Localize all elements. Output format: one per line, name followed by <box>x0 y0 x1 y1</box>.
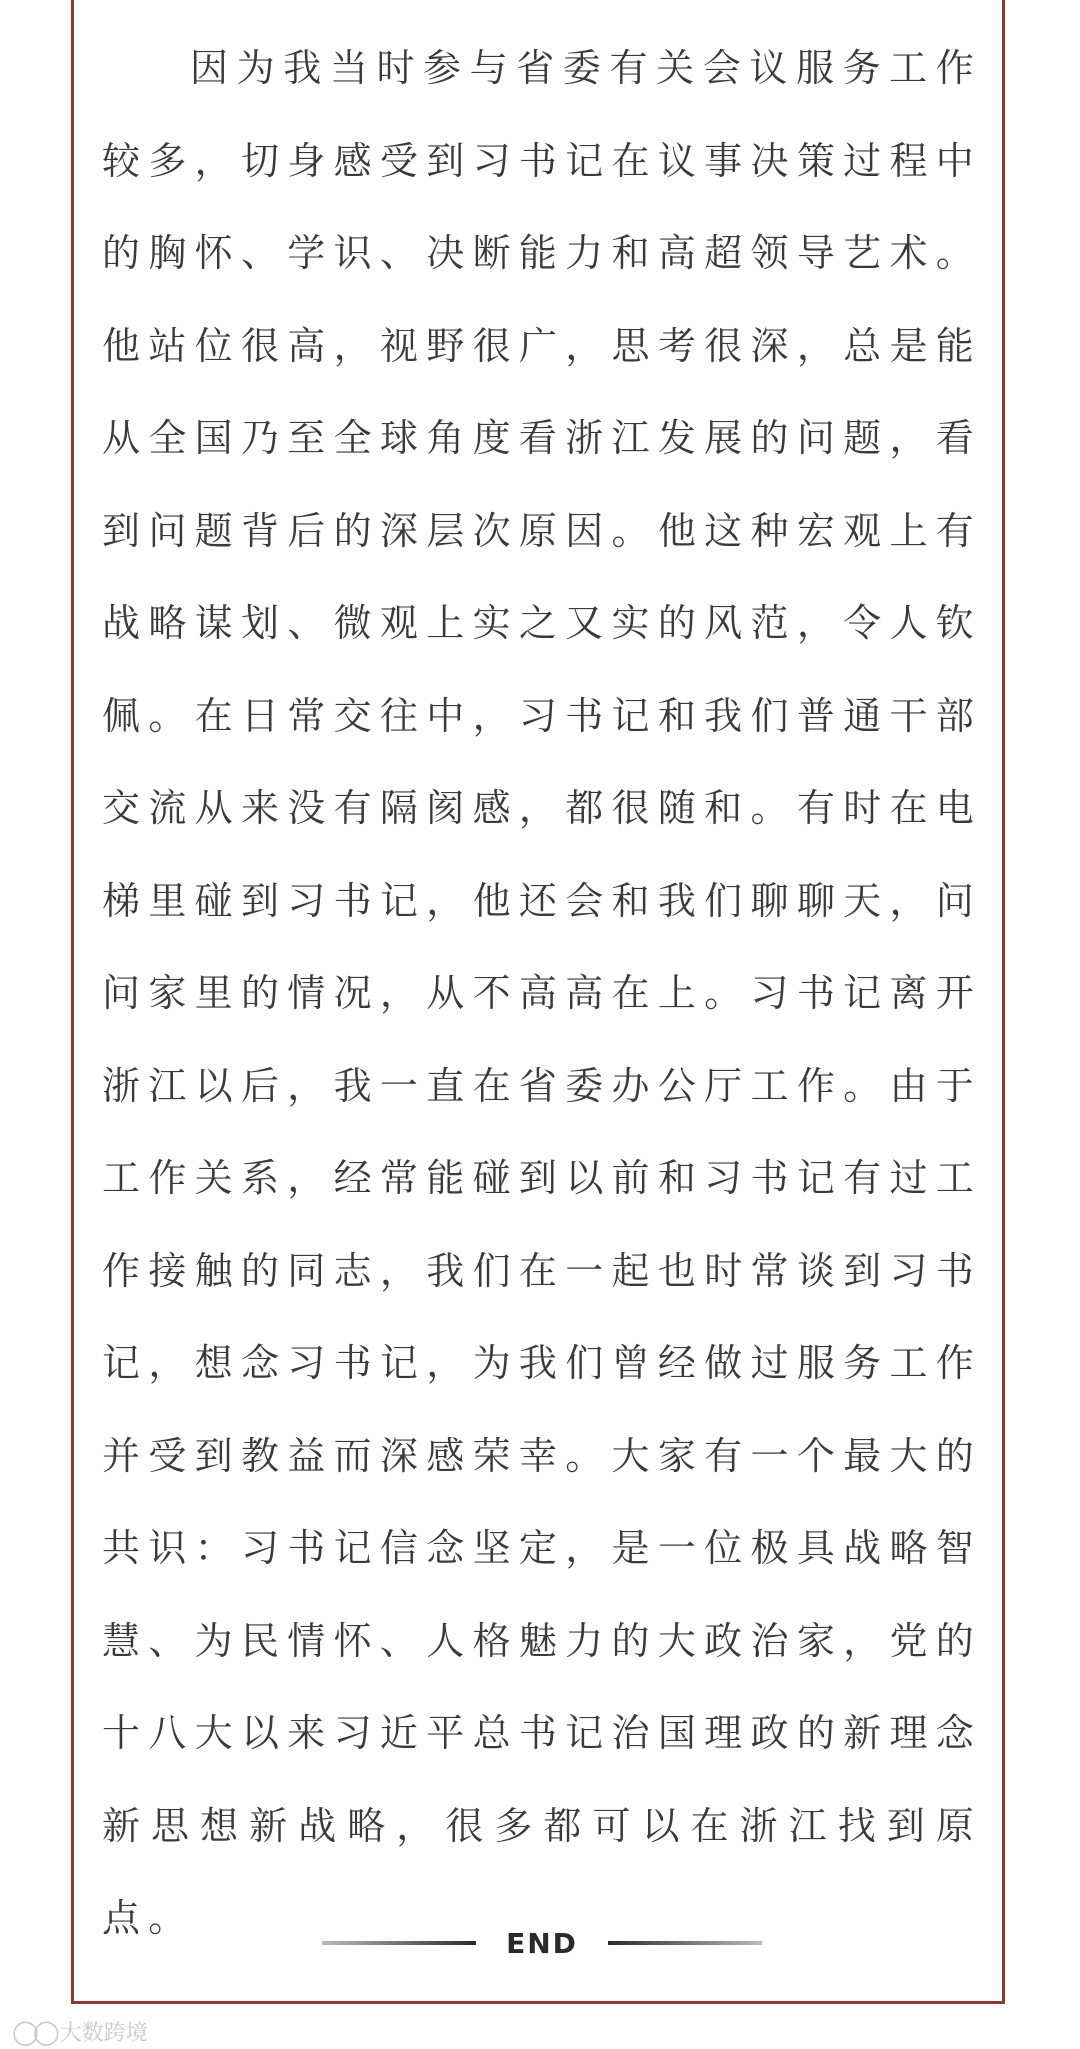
end-line-right <box>608 1941 762 1945</box>
end-label: END <box>506 1926 578 1960</box>
end-line-left <box>322 1941 476 1945</box>
link-icon: ◯◯ <box>12 2017 54 2046</box>
end-divider <box>322 1921 762 1965</box>
watermark-text: 大数跨境 <box>59 2021 148 2046</box>
watermark <box>12 2016 148 2047</box>
article-paragraph: 因为我当时参与省委有关会议服务工作较多，切身感受到习书记在议事决策过程中的胸怀、学识、决断能力和高超领导艺术。他站位很高，视野很广，思考很深，总是能从全国乃至全球角度看浙江发展的问题，看到问题背后的深层次原因。他这种宏观上有战略谋划、微观上实之又实的风范，令人钦佩。在日常交往中，习书记和我们普通干部交流从来没有隔阂感，都很随和。有时在电梯里碰到习书记，他还会和我们聊聊天，问问家里的情况，从不高高在上。习书记离开浙江以后，我一直在省委办公厅工作。由于工作关系，经常能碰到以前和习书记有过工作接触的同志，我们在一起也时常谈到习书记，想念习书记，为我们曾经做过服务工作并受到教益而深感荣幸。大家有一个最大的共识：习书记信念坚定，是一位极具战略智慧、为民情怀、人格魅力的大政治家，党的十八大以来习近平总书记治国理政的新理念新思想新战略，很多都可以在浙江找到原点。 <box>102 46 982 1940</box>
